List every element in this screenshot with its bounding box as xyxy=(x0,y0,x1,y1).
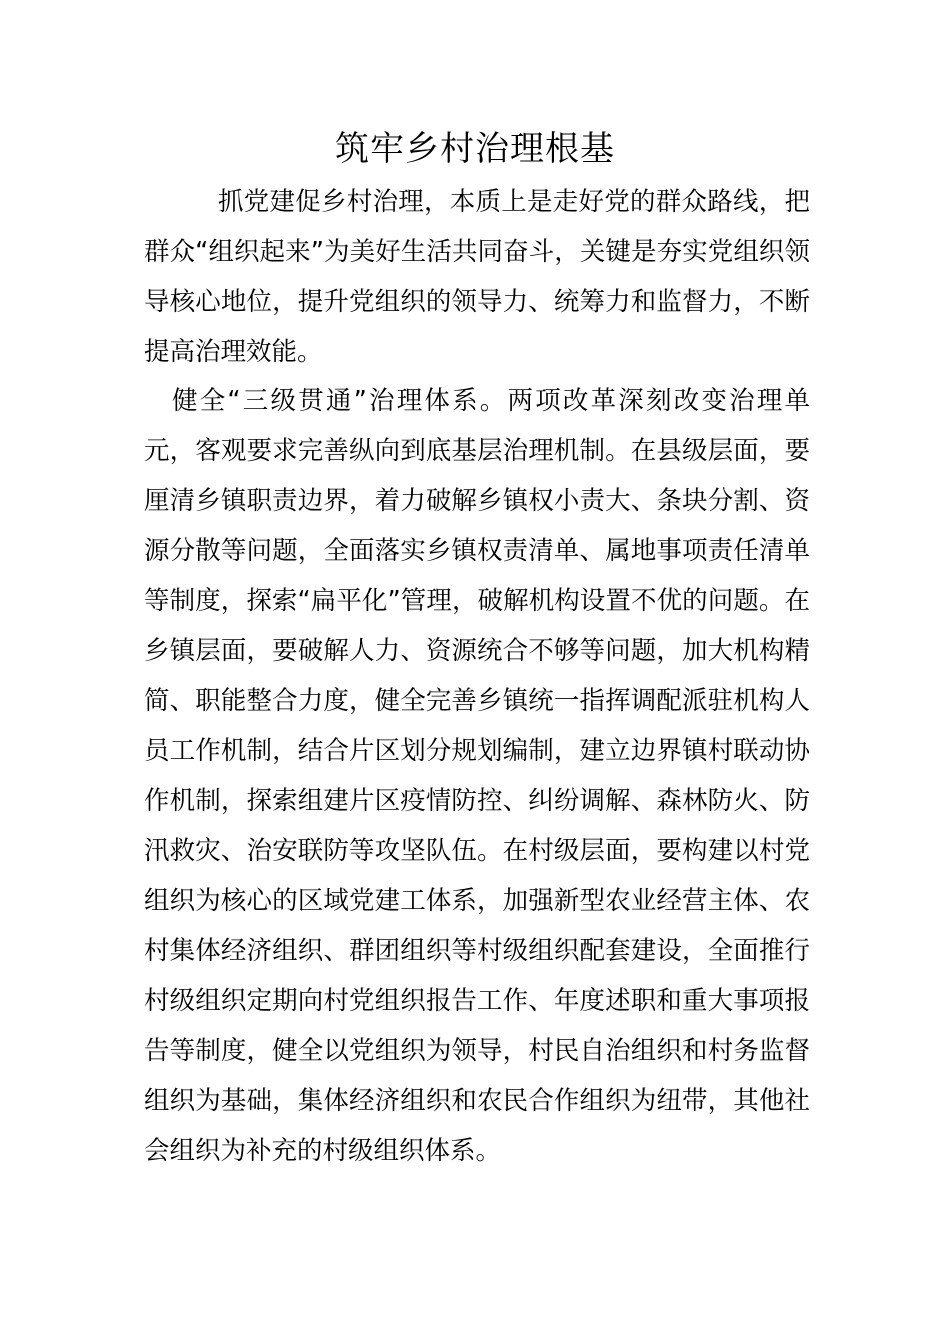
paragraph-body: 健全“三级贯通”治理体系。两项改革深刻改变治理单元，客观要求完善纵向到底基层治理机制。在县级层面，要厘清乡镇职责边界，着力破解乡镇权小责大、条块分割、资源分散等问题，全面落实乡镇权责清单、属地事项责任清单等制度，探索“扁平化”管理，破解机构设置不优的问题。在乡镇层面，要破解人力、资源统合不够等问题，加大机构精简、职能整合力度，健全完善乡镇统一指挥调配派驻机构人员工作机制，结合片区划分规划编制，建立边界镇村联动协作机制，探索组建片区疫情防控、纠纷调解、森林防火、防汛救灾、治安联防等攻坚队伍。在村级层面，要构建以村党组织为核心的区域党建工体系，加强新型农业经营主体、农村集体经济组织、群团组织等村级组织配套建设，全面推行村级组织定期向村党组织报告工作、年度述职和重大事项报告等制度，健全以党组织为领导，村民自治组织和村务监督组织为基础，集体经济组织和农民合作组织为纽带，其他社会组织为补充的村级组织体系。 xyxy=(144,386,810,1166)
document-title: 筑牢乡村治理根基 xyxy=(335,129,615,169)
paragraph-intro: 抓党建促乡村治理，本质上是走好党的群众路线，把群众“组织起来”为美好生活共同奋斗，关键是夯实党组织领导核心地位，提升党组织的领导力、统筹力和监督力，不断提高治理效能。 xyxy=(144,187,810,367)
